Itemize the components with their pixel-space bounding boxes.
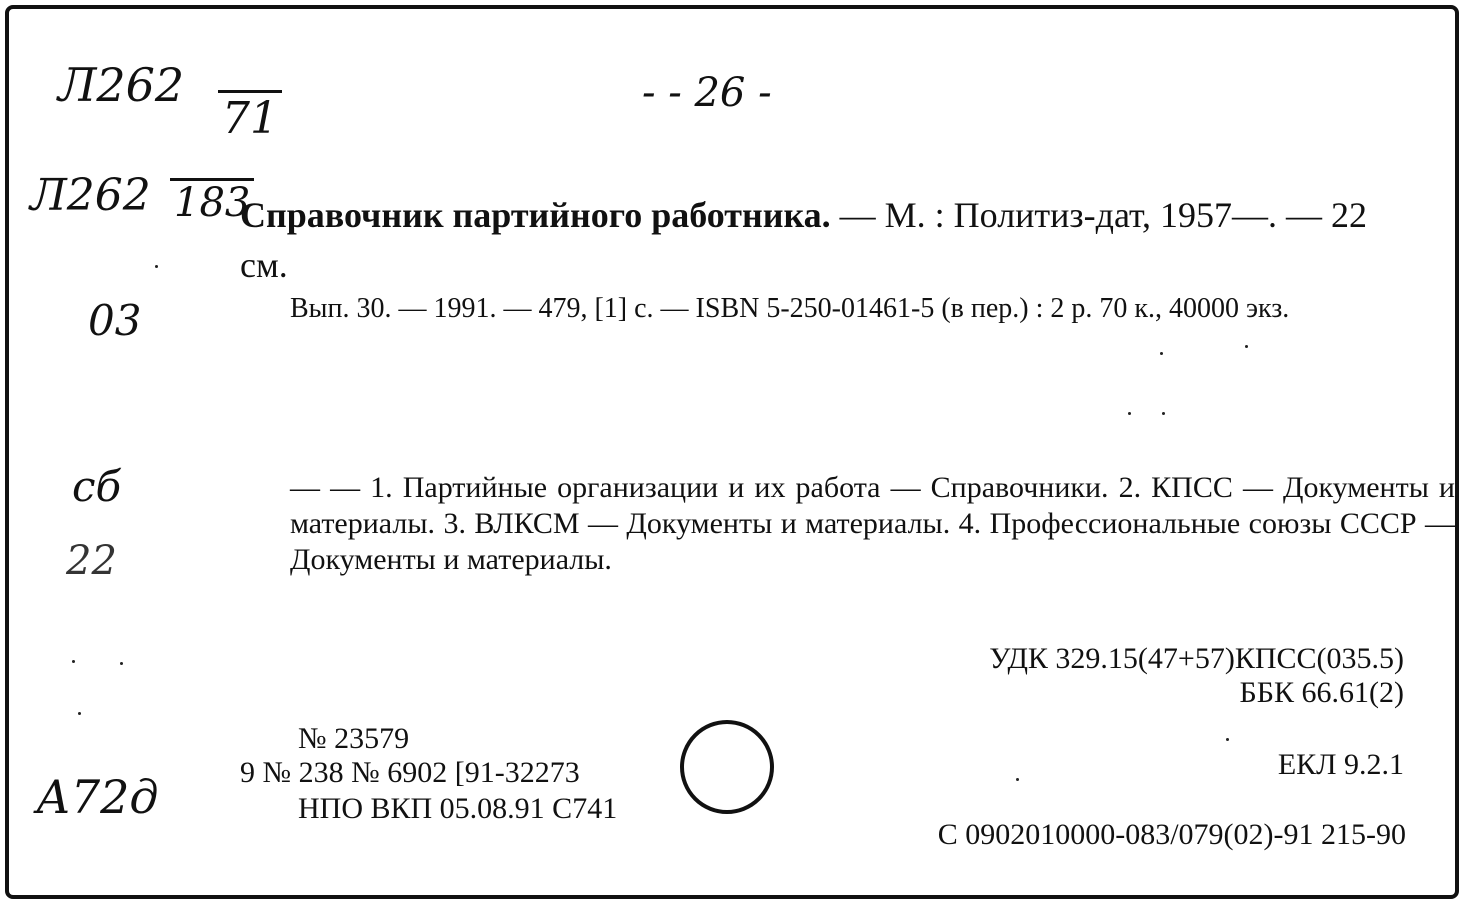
- issue-description: Вып. 30. — 1991. — 479, [1] с. — ISBN 5-250-01461-5 (в пер.) : 2 р. 70 к., 40000 экз.: [290, 293, 1290, 324]
- speck: [155, 265, 158, 268]
- page-number-mark: - - 26 -: [642, 70, 772, 116]
- speck: [1226, 738, 1229, 741]
- speck: [1128, 412, 1131, 415]
- bbk-code: ББК 66.61(2): [1239, 676, 1404, 709]
- speck: [1160, 352, 1163, 355]
- ekl-code: ЕКЛ 9.2.1: [1277, 748, 1404, 781]
- title-imprint: — М. : Политиз-дат, 1957—. — 22 см.: [240, 195, 1368, 285]
- print-order-line: 9 № 238 № 6902 [91-32273: [240, 756, 580, 789]
- print-number: № 23579: [298, 722, 410, 755]
- shelf-mark-2-number: 183: [170, 178, 254, 225]
- speck: [1162, 412, 1165, 415]
- handwritten-22: 22: [66, 538, 117, 584]
- speck: [72, 660, 75, 663]
- handwritten-03: 03: [88, 296, 142, 345]
- punch-hole-circle: [680, 720, 774, 814]
- handwritten-sb: сб: [72, 462, 122, 511]
- shelf-mark-2: Л262: [30, 170, 151, 221]
- handwritten-bottom-mark: А72д: [36, 770, 159, 824]
- catalog-code: С 0902010000-083/079(02)-91 215-90: [937, 818, 1406, 851]
- print-date-line: НПО ВКП 05.08.91 С741: [298, 792, 618, 825]
- bibliographic-title: [240, 190, 1400, 290]
- title-main: Справочник партийного работника.: [240, 195, 831, 235]
- subject-headings: — — 1. Партийные организации и их работа — Справочники. 2. КПСС — Документы и материалы. 3. ВЛКСМ — Документы и материалы. 4. Профессиональные союзы СССР — Документы и материалы.: [290, 471, 1455, 576]
- udk-code: УДК 329.15(47+57)КПСС(035.5): [989, 642, 1404, 675]
- shelf-mark-1-number: 71: [218, 90, 282, 145]
- shelf-mark-1: Л262: [58, 58, 185, 112]
- speck: [78, 712, 81, 715]
- speck: [120, 662, 123, 665]
- speck: [1245, 345, 1248, 348]
- speck: [1016, 778, 1019, 781]
